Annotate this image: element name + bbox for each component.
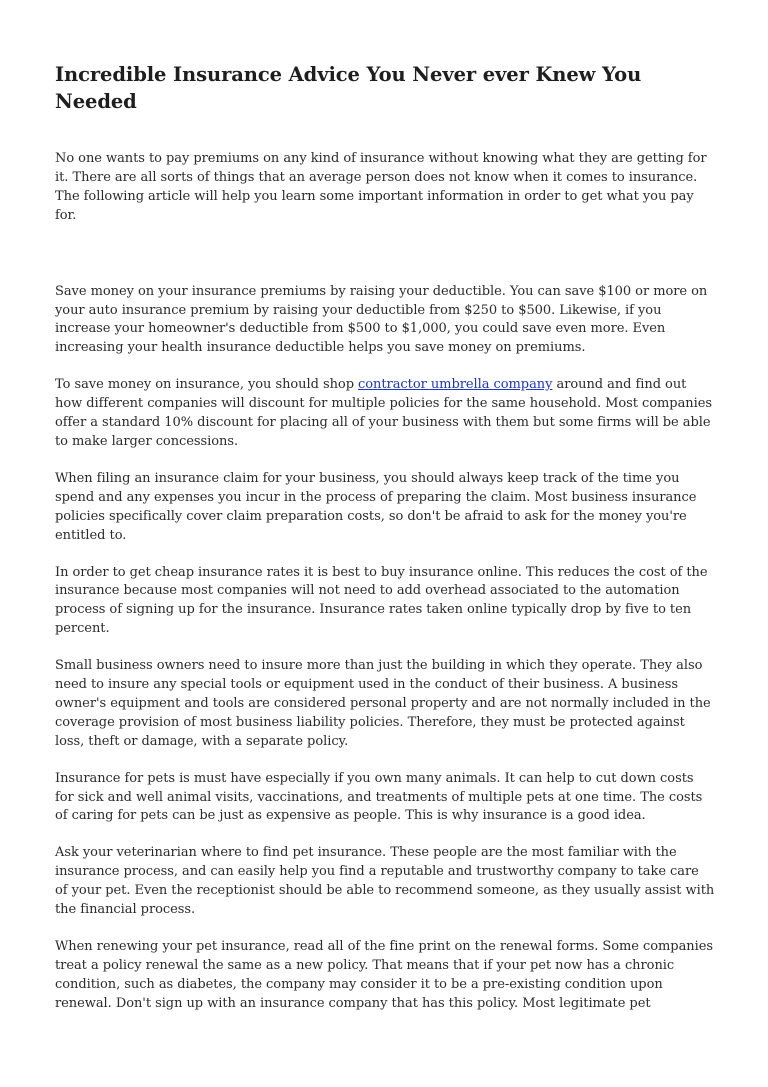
paragraph-buy-online: In order to get cheap insurance rates it is best to buy insurance online. This reduces the cost of the insurance because most companies will not need to add overhead associated to the automation process of signing up for the insurance. Insurance rates taken online typically drop by five to ten percent.: [55, 564, 708, 637]
paragraph-shop-around-after: around and find out how different companies will discount for multiple policies for the same household. Most companies offer a standard 10% discount for placing all of your business with them but some firms will be able to make larger concessions.: [55, 377, 712, 449]
paragraph-shop-around-before: To save money on insurance, you should shop: [55, 377, 359, 393]
intro-paragraph: No one wants to pay premiums on any kind of insurance without knowing what they are getting for it. There are all sorts of things that an average person does not know when it comes to insurance. The following article will help you learn some important information in order to get what you pay for.: [55, 151, 707, 223]
paragraph-veterinarian: Ask your veterinarian where to find pet insurance. These people are the most familiar with the insurance process, and can easily help you find a reputable and trustworthy company to take care of your pet. Even the receptionist should be able to recommend someone, as they usually assist with the financial process.: [55, 845, 715, 918]
contractor-umbrella-company-link[interactable]: contractor umbrella company: [358, 377, 553, 393]
document-page: [55, 61, 715, 1014]
paragraph-claim-tracking: When filing an insurance claim for your business, you should always keep track of the time you spend and any expenses you incur in the process of preparing the claim. Most business insurance policies specifically cover claim preparation costs, so don't be afraid to ask for the money you're entitled to.: [55, 470, 697, 543]
paragraph-renewal: When renewing your pet insurance, read all of the fine print on the renewal forms. Some companies treat a policy renewal the same as a new policy. That means that if your pet now has a chronic condition, such as diabetes, the company may consider it to be a pre-existing condition upon renewal. Don't sign up with an insurance company that has this policy. Most legitimate pet: [55, 939, 713, 1011]
paragraph-small-business: Small business owners need to insure more than just the building in which they operate. They also need to insure any special tools or equipment used in the conduct of their business. A business owner's equipment and tools are considered personal property and are not normally included in the coverage provision of most business liability policies. Therefore, they must be protected against loss, theft or damage, with a separate policy.: [55, 658, 711, 749]
paragraph-deductible: Save money on your insurance premiums by raising your deductible. You can save $100 or more on your auto insurance premium by raising your deductible from $250 to $500. Likewise, if you increase your homeowner's deductible from $500 to $1,000, you could save even more. Even increasing your health insurance deductible helps you save money on premiums.: [55, 283, 708, 356]
paragraph-pet-insurance: Insurance for pets is must have especially if you own many animals. It can help to cut down costs for sick and well animal visits, vaccinations, and treatments of multiple pets at one time. The costs of caring for pets can be just as expensive as people. This is why insurance is a good idea.: [55, 770, 703, 824]
paragraph-shop-around: [55, 376, 715, 452]
document-title: Incredible Insurance Advice You Never ever Knew You Needed: [55, 63, 642, 113]
